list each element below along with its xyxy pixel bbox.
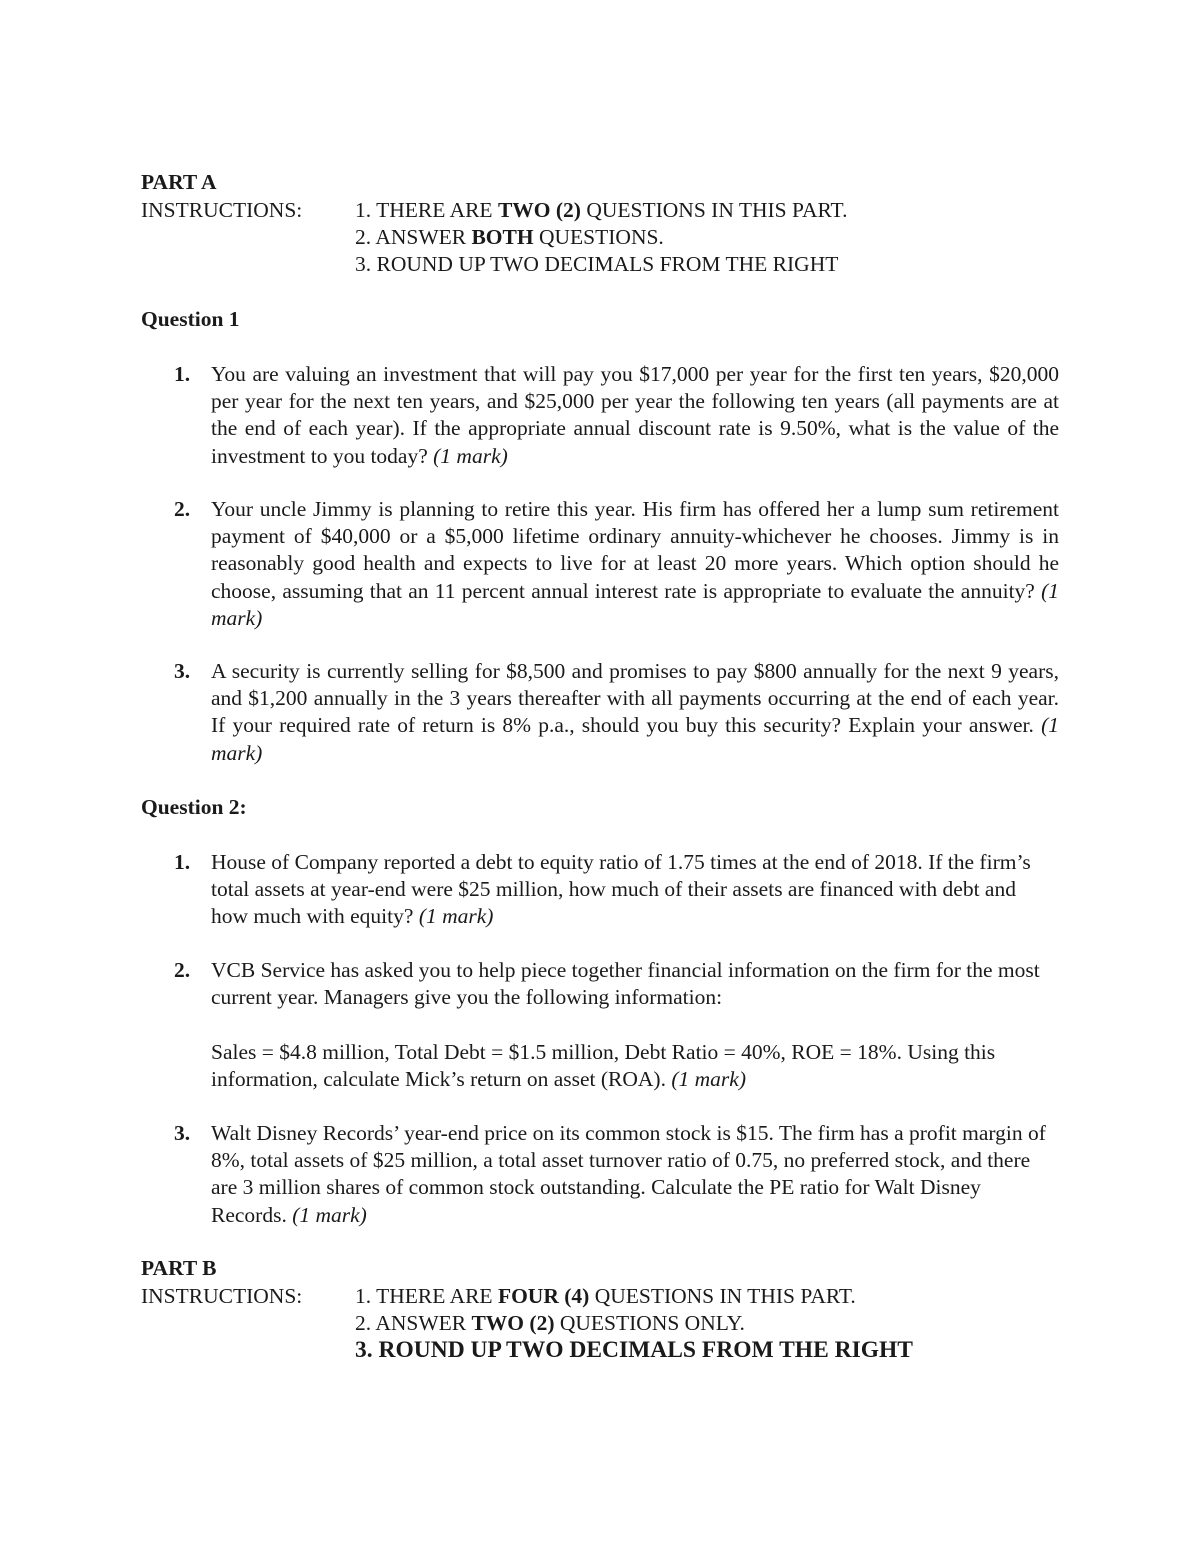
q2-item-3-text	[211, 1120, 1061, 1229]
part-a-instruction-2	[355, 224, 664, 251]
mark-label: (1 mark)	[433, 443, 508, 468]
q2-item-2-text	[211, 957, 1046, 1011]
q1-item-1-number: 1.	[174, 362, 191, 386]
mark-label: (1 mark)	[211, 713, 1059, 765]
question-1-title: Question 1	[141, 307, 240, 331]
instruction-text: QUESTIONS IN THIS PART.	[580, 198, 848, 222]
instruction-text: QUESTIONS IN THIS PART.	[589, 1284, 856, 1308]
q1-item-3-text	[211, 658, 1059, 767]
q2-item-2-number: 2.	[174, 958, 191, 982]
question-text: Your uncle Jimmy is planning to retire this year. His firm has offered her a lump sum retirement payment of $40,000 or a $5,000 lifetime ordinary annuity-whichever he chooses. Jimmy is in reasonably good health and expects to live for at least 20 more years. Which option should he choose, assuming that an 11 percent annual interest rate is appropriate to evaluate the annuity?	[211, 497, 1059, 603]
q1-item-3-number: 3.	[174, 659, 191, 683]
part-b-instructions-label: INSTRUCTIONS:	[141, 1284, 303, 1308]
q2-item-3-number: 3.	[174, 1121, 191, 1145]
part-a-instruction-3	[355, 251, 838, 278]
q2-item-2-data-text	[211, 1039, 1046, 1093]
part-a-title: PART A	[141, 170, 217, 194]
question-text: Sales = $4.8 million, Total Debt = $1.5 million, Debt Ratio = 40%, ROE = 18%. Using this information, calculate Mick’s return on asset (ROA).	[211, 1040, 996, 1092]
instruction-emphasis: TWO (2)	[497, 198, 581, 222]
question-text: A security is currently selling for $8,500 and promises to pay $800 annually for the next 9 years, and $1,200 annually in the 3 years thereafter with all payments occurring at the end of each year. If your required rate of return is 8% p.a., should you buy this security? Explain your answer.	[211, 659, 1059, 738]
instruction-text: 2. ANSWER	[355, 225, 472, 249]
instruction-text: QUESTIONS ONLY.	[554, 1311, 745, 1335]
instruction-emphasis: TWO (2)	[471, 1311, 555, 1335]
question-text: Walt Disney Records’ year-end price on its common stock is $15. The firm has a profit margin of 8%, total assets of $25 million, a total asset turnover ratio of 0.75, no preferred stock, and there are 3 million shares of common stock outstanding. Calculate the PE ratio for Walt Disney Records.	[211, 1121, 1046, 1227]
question-text: House of Company reported a debt to equity ratio of 1.75 times at the end of 2018. If the firm’s total assets at year-end were $25 million, how much of their assets are financed with debt and how much with equity?	[211, 850, 1031, 929]
q1-item-2-number: 2.	[174, 497, 191, 521]
instruction-text: 1. THERE ARE	[355, 1284, 498, 1308]
mark-label: (1 mark)	[292, 1202, 367, 1227]
instruction-text: 2. ANSWER	[355, 1311, 472, 1335]
part-b-instruction-3	[355, 1337, 913, 1364]
question-2-title: Question 2:	[141, 795, 247, 819]
part-b-instruction-1	[355, 1283, 856, 1310]
part-a-instruction-1	[355, 197, 847, 224]
mark-label: (1 mark)	[211, 578, 1059, 630]
instruction-text: QUESTIONS.	[533, 225, 664, 249]
question-text: You are valuing an investment that will pay you $17,000 per year for the first ten years, $20,000 per year for the next ten years, and $25,000 per year the following ten years (all payments are at the end of each year). If the appropriate annual discount rate is 9.50%, what is the value of the investment to you today?	[211, 362, 1059, 468]
q1-item-2-text	[211, 496, 1059, 632]
q2-item-1-text	[211, 849, 1041, 931]
mark-label: (1 mark)	[671, 1067, 746, 1092]
q2-item-1-number: 1.	[174, 850, 191, 874]
question-text: VCB Service has asked you to help piece together financial information on the firm for the most current year. Managers give you the following information:	[211, 958, 1040, 1010]
instruction-text: 3. ROUND UP TWO DECIMALS FROM THE RIGHT	[355, 252, 839, 276]
instruction-text: 3. ROUND UP TWO DECIMALS FROM THE RIGHT	[355, 1337, 913, 1363]
q1-item-1-text	[211, 361, 1059, 470]
instruction-text: 1. THERE ARE	[355, 198, 498, 222]
part-b-title: PART B	[141, 1256, 217, 1280]
part-b-instruction-2	[355, 1310, 745, 1337]
part-a-instructions-label: INSTRUCTIONS:	[141, 198, 303, 222]
instruction-emphasis: BOTH	[471, 225, 534, 249]
instruction-emphasis: FOUR (4)	[497, 1284, 590, 1308]
mark-label: (1 mark)	[418, 904, 494, 929]
